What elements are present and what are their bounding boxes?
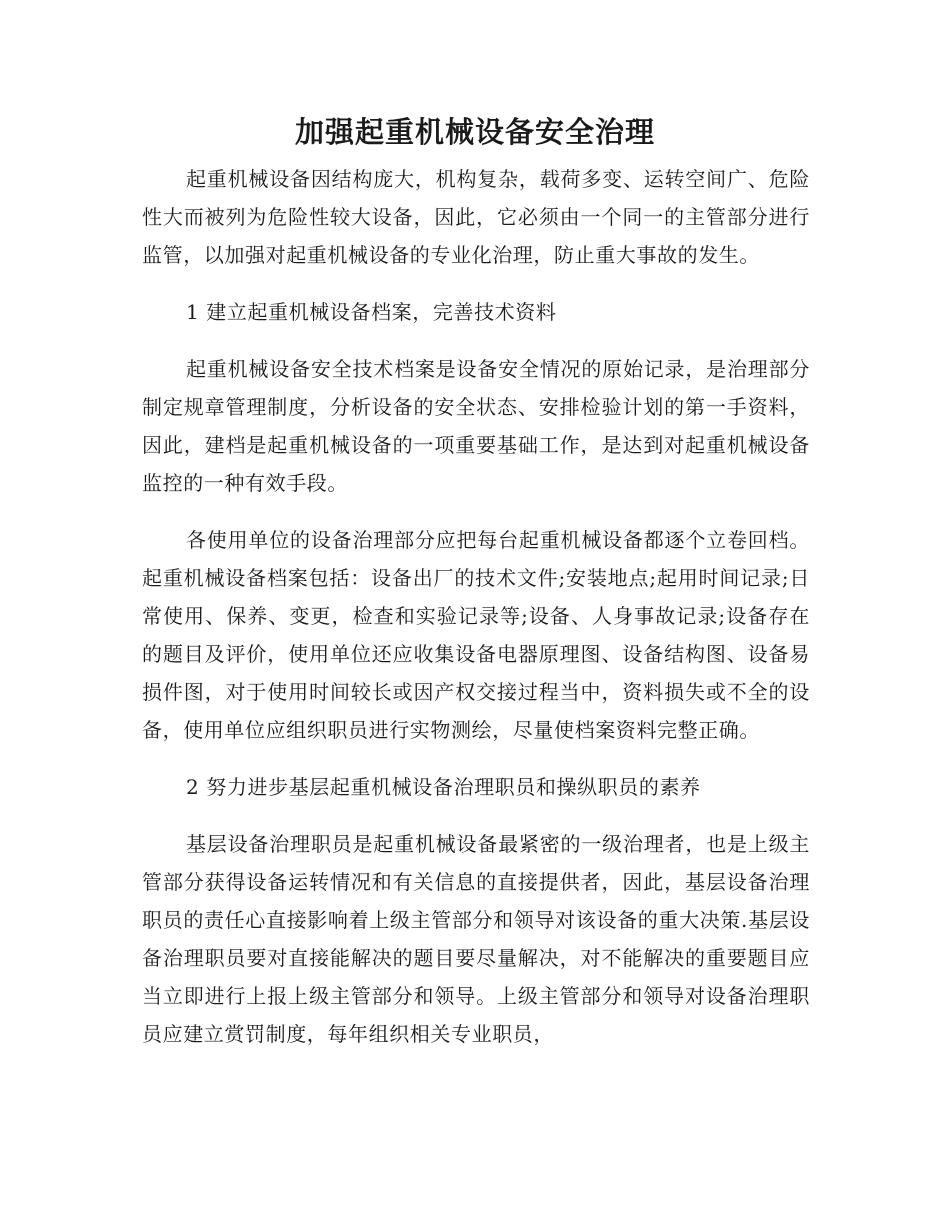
document-title: 加强起重机械设备安全治理 <box>294 115 655 149</box>
section-1-paragraph-1: 起重机械设备安全技术档案是设备安全情况的原始记录，是治理部分制定规章管理制度，分析设备的安全状态、安排检验计划的第一手资料，因此，建档是起重机械设备的一项重要基础工作，是达到对起重机械设备监控的一种有效手段。 <box>142 357 810 495</box>
document-body <box>142 160 810 1072</box>
section-heading-1: 1 建立起重机械设备档案，完善技术资料 <box>186 300 557 324</box>
intro-paragraph: 起重机械设备因结构庞大，机构复杂，载荷多变、运转空间广、危险性大而被列为危险性较大设备，因此，它必须由一个同一的主管部分进行监管，以加强对起重机械设备的专业化治理，防止重大事故的发生。 <box>142 167 810 267</box>
section-1-paragraph-2: 各使用单位的设备治理部分应把每台起重机械设备都逐个立卷回档。起重机械设备档案包括：设备出厂的技术文件;安装地点;起用时间记录;日常使用、保养、变更，检查和实验记录等;设备、人身事故记录;设备存在的题目及评价，使用单位还应收集设备电器原理图、设备结构图、设备易损件图，对于使用时间较长或因产权交接过程当中，资料损失或不全的设备，使用单位应组织职员进行实物测绘，尽量使档案资料完整正确。 <box>142 528 810 742</box>
section-2-paragraph-1: 基层设备治理职员是起重机械设备最紧密的一级治理者，也是上级主管部分获得设备运转情况和有关信息的直接提供者，因此，基层设备治理职员的责任心直接影响着上级主管部分和领导对该设备的重大决策.基层设备治理职员要对直接能解决的题目要尽量解决，对不能解决的重要题目应当立即进行上报上级主管部分和领导。上级主管部分和领导对设备治理职员应建立赏罚制度，每年组织相关专业职员， <box>142 832 810 1046</box>
section-heading-2: 2 努力进步基层起重机械设备治理职员和操纵职员的素养 <box>186 775 701 799</box>
